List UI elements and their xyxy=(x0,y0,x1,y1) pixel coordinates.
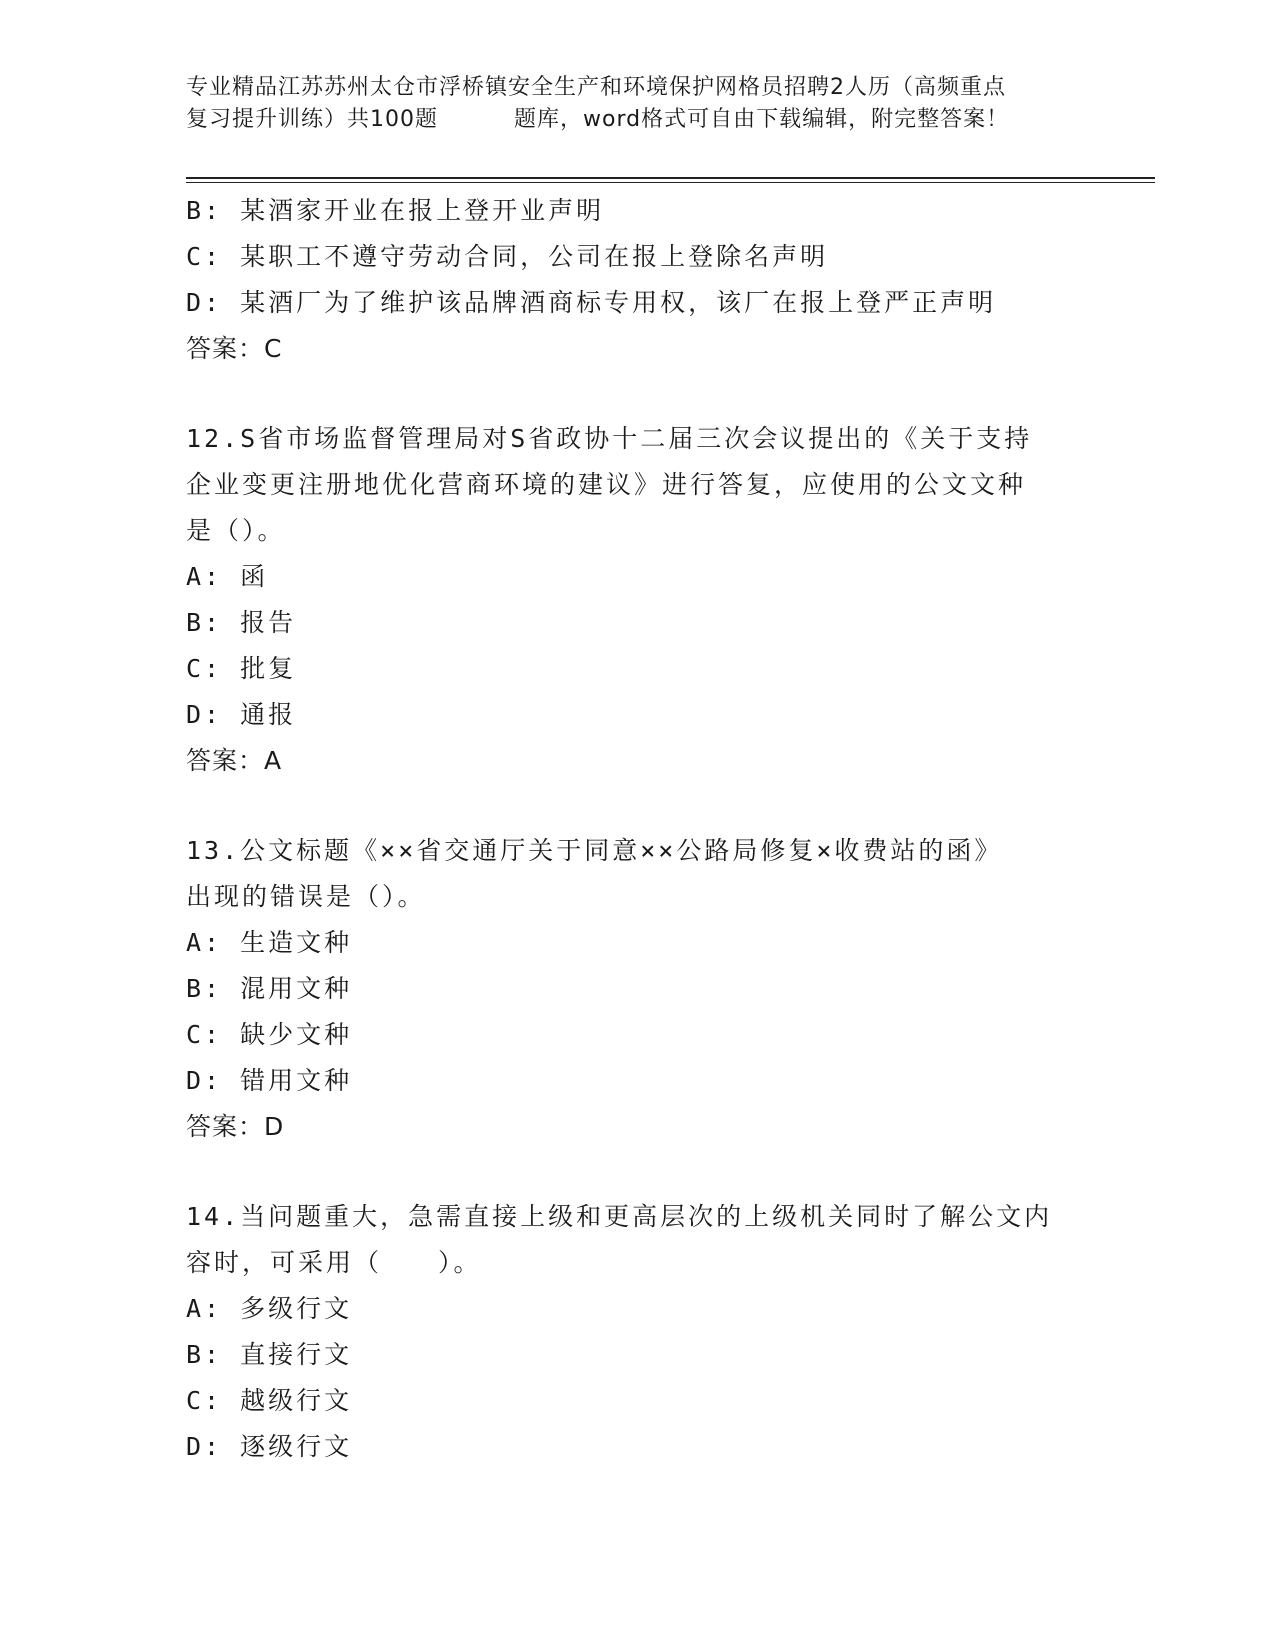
document-header xyxy=(186,72,1086,136)
answer-line: 答案：D xyxy=(186,1112,285,1141)
option-line: A: 生造文种 xyxy=(186,928,353,957)
header-line-1: 专业精品江苏苏州太仓市浮桥镇安全生产和环境保护网格员招聘2人历（高频重点 xyxy=(186,75,1006,100)
question-text: 13.公文标题《××省交通厅关于同意××公路局修复×收费站的函》 xyxy=(186,836,1003,865)
header-rule-thin xyxy=(186,182,1155,183)
option-line: B: 混用文种 xyxy=(186,974,353,1003)
option-line: C: 越级行文 xyxy=(186,1386,353,1415)
question-text: 12.S省市场监督管理局对S省政协十二届三次会议提出的《关于支持 xyxy=(186,424,1033,453)
option-line: D: 逐级行文 xyxy=(186,1432,353,1461)
option-line: B: 报告 xyxy=(186,608,297,637)
question-text: 是（）。 xyxy=(186,516,286,545)
question-text: 容时，可采用（ ）。 xyxy=(186,1248,482,1277)
header-line-2a: 复习提升训练）共100题 xyxy=(186,107,438,132)
header-rule-thick xyxy=(186,177,1155,179)
document-body xyxy=(186,188,1086,1470)
option-line: D: 某酒厂为了维护该品牌酒商标专用权，该厂在报上登严正声明 xyxy=(186,288,997,317)
option-line: C: 缺少文种 xyxy=(186,1020,353,1049)
option-line: A: 函 xyxy=(186,562,269,591)
option-line: C: 批复 xyxy=(186,654,297,683)
option-line: C: 某职工不遵守劳动合同，公司在报上登除名声明 xyxy=(186,242,829,271)
option-line: D: 错用文种 xyxy=(186,1066,353,1095)
option-line: A: 多级行文 xyxy=(186,1294,353,1323)
question-text: 企业变更注册地优化营商环境的建议》进行答复，应使用的公文文种 xyxy=(186,470,1027,499)
option-line: D: 通报 xyxy=(186,700,297,729)
option-line: B: 某酒家开业在报上登开业声明 xyxy=(186,196,605,225)
header-line-2b: 题库，word格式可自由下载编辑，附完整答案！ xyxy=(514,107,1010,132)
answer-line: 答案：C xyxy=(186,334,283,363)
answer-line: 答案：A xyxy=(186,746,283,775)
option-line: B: 直接行文 xyxy=(186,1340,353,1369)
question-text: 14.当问题重大，急需直接上级和更高层次的上级机关同时了解公文内 xyxy=(186,1202,1053,1231)
question-text: 出现的错误是（）。 xyxy=(186,882,426,911)
